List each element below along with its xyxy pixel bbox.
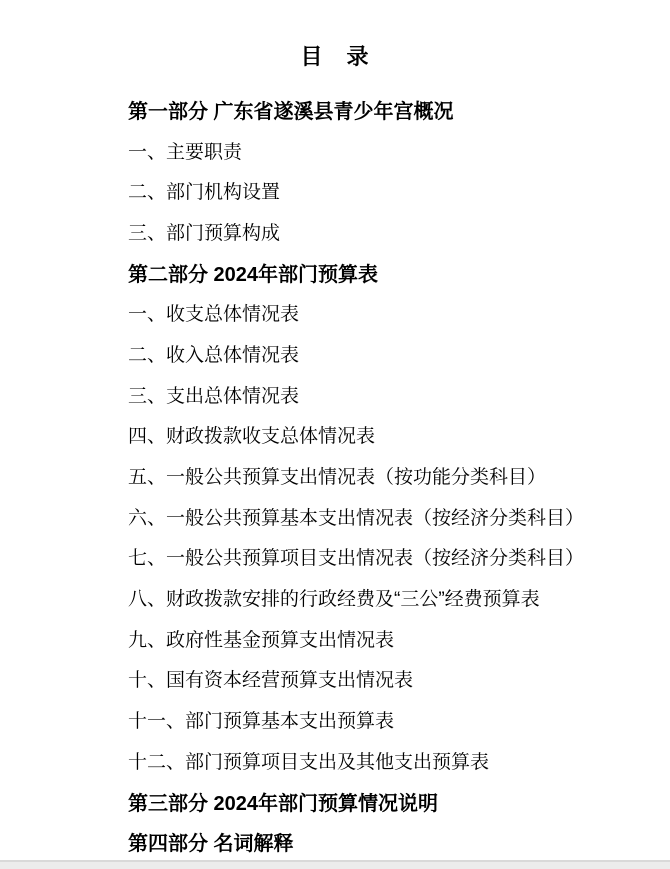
toc-item: 三、部门预算构成: [128, 222, 281, 244]
toc-item: 二、收入总体情况表: [128, 344, 300, 366]
toc-part-heading: 第四部分 名词解释: [128, 833, 294, 856]
toc-item: 五、一般公共预算支出情况表（按功能分类科目）: [128, 467, 547, 489]
toc-part-heading: 第一部分 广东省遂溪县青少年宫概况: [128, 100, 454, 123]
toc-item: 六、一般公共预算基本支出情况表（按经济分类科目）: [128, 507, 585, 529]
toc-item: 三、支出总体情况表: [128, 385, 300, 407]
toc-item: 一、主要职责: [128, 141, 243, 163]
toc-item: 八、财政拨款安排的行政经费及“三公”经费预算表: [128, 589, 540, 611]
toc-part-heading: 第二部分 2024年部门预算表: [128, 263, 379, 286]
toc-item: 十、国有资本经营预算支出情况表: [128, 670, 414, 692]
toc-title: 目 录: [300, 44, 370, 69]
toc-item: 十一、部门预算基本支出预算表: [128, 711, 395, 733]
toc-item: 七、一般公共预算项目支出情况表（按经济分类科目）: [128, 548, 585, 570]
toc-item: 一、收支总体情况表: [128, 304, 300, 326]
toc-item: 二、部门机构设置: [128, 182, 281, 204]
toc-part-heading: 第三部分 2024年部门预算情况说明: [128, 792, 439, 815]
toc-item: 四、财政拨款收支总体情况表: [128, 426, 376, 448]
page-bottom-edge: [0, 860, 670, 869]
toc-item: 九、政府性基金预算支出情况表: [128, 629, 395, 651]
toc-item: 十二、部门预算项目支出及其他支出预算表: [128, 751, 490, 773]
table-of-contents: [128, 89, 650, 862]
